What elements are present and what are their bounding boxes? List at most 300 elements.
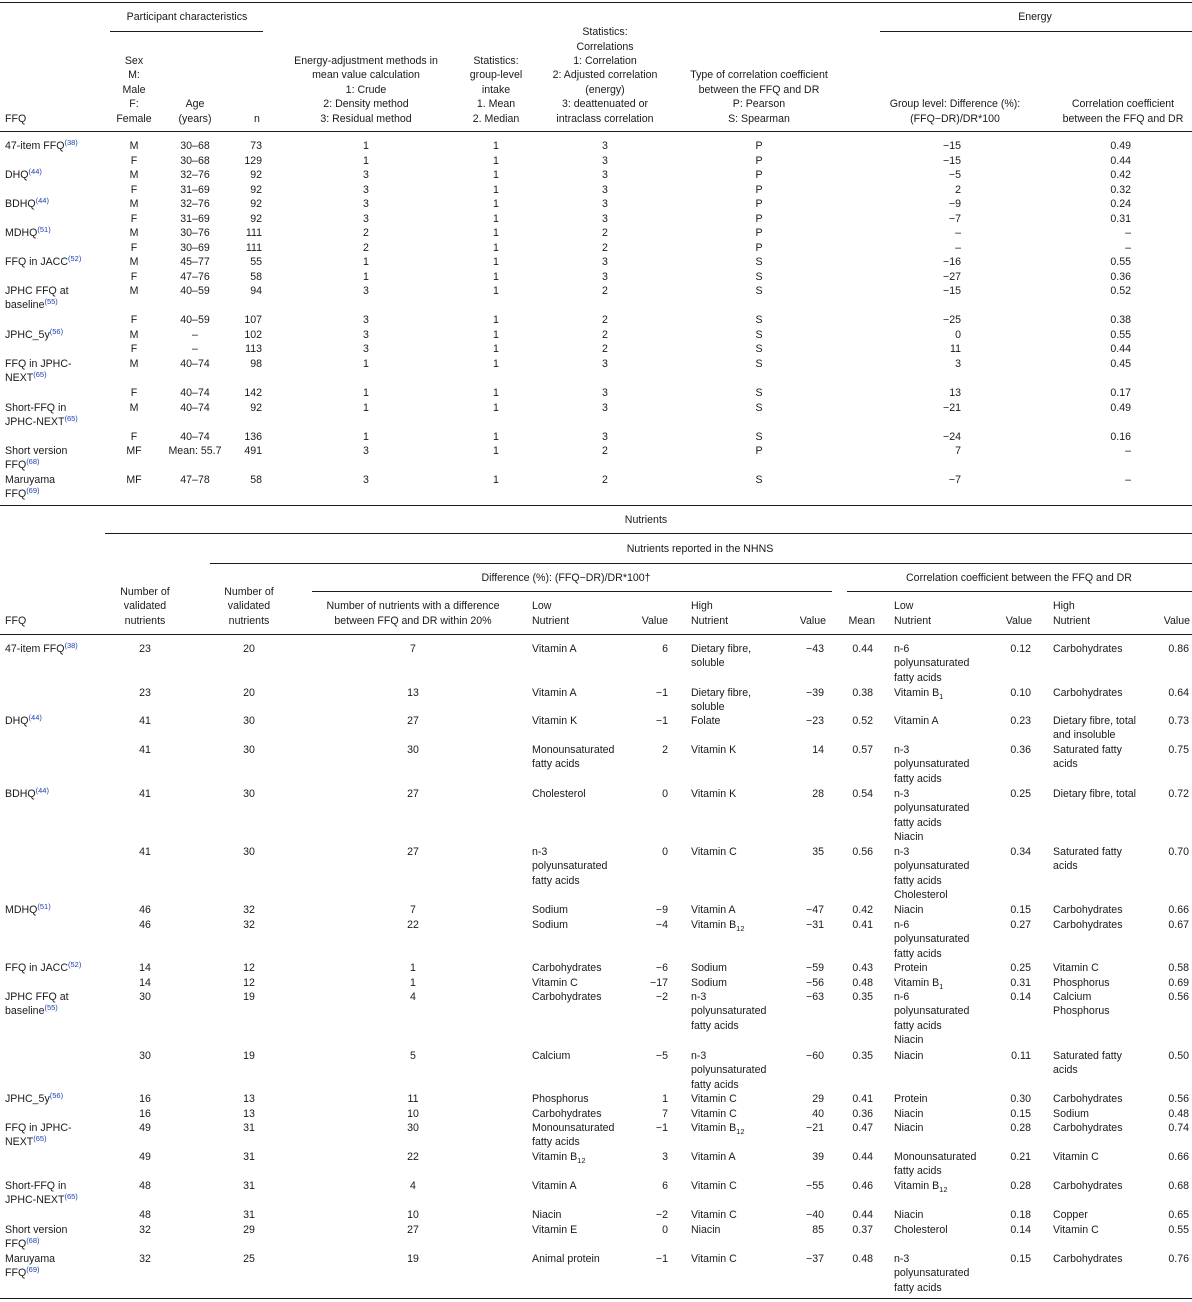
- difference-high-value: −23: [806, 715, 824, 727]
- validated-nutrients-value: 16: [139, 1093, 151, 1105]
- ffq-name: FFQ in JPHC-: [5, 358, 72, 370]
- difference-low-value: −4: [655, 919, 668, 931]
- sex-value: M: [129, 285, 139, 297]
- correlation-low-nutrient: Niacin: [894, 1050, 924, 1062]
- correlation-high-value: 0.56: [1168, 991, 1189, 1003]
- within-20-value: 13: [407, 687, 419, 699]
- correlation-coefficient-value: –: [1125, 227, 1131, 239]
- correlation-high-value: 0.58: [1168, 962, 1189, 974]
- validated-nutrients-nhns-value: 31: [243, 1209, 255, 1221]
- column-header-value: Value: [641, 614, 668, 627]
- validated-nutrients-value: 46: [139, 919, 151, 931]
- age-value: 31–69: [180, 184, 210, 196]
- correlation-high-value: 0.70: [1168, 846, 1189, 858]
- ffq-name: Short-FFQ in: [5, 1180, 67, 1192]
- difference-low-value: 0: [662, 788, 668, 800]
- column-header-sex: Female: [116, 112, 152, 125]
- group-difference-value: 0: [955, 329, 961, 341]
- correlation-low-nutrient: Vitamin $B_1$: [894, 687, 944, 702]
- difference-low-nutrient: fatty acids: [532, 874, 580, 887]
- correlation-mean-value: 0.37: [852, 1224, 873, 1236]
- correlation-low-nutrient: Protein: [894, 962, 928, 974]
- ffq-name: Maruyama: [5, 474, 56, 486]
- column-header-correlation-type: S: Spearman: [728, 112, 790, 125]
- group-level-value: 1: [493, 155, 499, 167]
- correlation-coefficient-value: 0.55: [1110, 329, 1131, 341]
- correlation-high-value: 0.66: [1168, 1151, 1189, 1163]
- reference-link[interactable]: (38): [64, 641, 78, 650]
- correlation-mean-value: 0.36: [852, 1108, 873, 1120]
- n-value: 136: [244, 431, 262, 443]
- correlation-high-nutrient: Carbohydrates: [1053, 904, 1123, 916]
- correlation-high-nutrient: Dietary fibre, total: [1053, 788, 1137, 800]
- energy-adjustment-value: 1: [363, 402, 369, 414]
- validated-nutrients-nhns-value: 12: [243, 962, 255, 974]
- difference-low-nutrient: Vitamin $B_{12}$: [532, 1151, 586, 1166]
- column-header-validated-nutrients-nhns: nutrients: [228, 614, 270, 627]
- reference-link[interactable]: (56): [49, 327, 64, 336]
- group-header-difference: Difference (%): (FFQ−DR)/DR*100†: [481, 572, 651, 584]
- correlation-high-value: 0.50: [1168, 1050, 1189, 1062]
- validated-nutrients-value: 32: [139, 1253, 151, 1265]
- validated-nutrients-nhns-value: 12: [243, 977, 255, 989]
- correlation-high-nutrient: Copper: [1053, 1209, 1088, 1221]
- energy-adjustment-value: 3: [363, 329, 369, 341]
- column-header-ffq: FFQ: [5, 112, 27, 125]
- correlation-coefficient-value: 0.49: [1110, 402, 1131, 414]
- age-value: 40–74: [180, 358, 210, 370]
- correlation-low-nutrient: fatty acids: [894, 671, 942, 684]
- energy-adjustment-value: 1: [363, 358, 369, 370]
- column-header-correlations: Correlations: [576, 40, 634, 53]
- correlation-high-nutrient: Saturated fatty: [1053, 744, 1122, 756]
- correlation-high-value: 0.86: [1168, 643, 1189, 655]
- reference-link[interactable]: (44): [35, 196, 49, 205]
- validated-nutrients-nhns-value: 32: [243, 919, 255, 931]
- correlation-coefficient-value: 0.42: [1110, 169, 1131, 181]
- column-header-correlation-type: Type of correlation coefficient: [690, 69, 828, 82]
- validated-nutrients-value: 23: [139, 687, 151, 699]
- reference-link[interactable]: (65): [64, 414, 78, 424]
- sex-value: M: [129, 198, 139, 210]
- correlation-low-nutrient: fatty acids: [894, 1019, 942, 1032]
- correlation-low-value: 0.25: [1010, 788, 1031, 800]
- correlation-type-value: P: [755, 155, 763, 167]
- correlation-coefficient-value: –: [1125, 242, 1131, 254]
- ffq-name: BDHQ$^{(44)}$: [5, 196, 49, 210]
- group-difference-value: −5: [948, 169, 961, 181]
- group-level-value: 1: [493, 387, 499, 399]
- validated-nutrients-value: 14: [139, 962, 151, 974]
- difference-high-value: −43: [806, 643, 824, 655]
- correlation-type-value: S: [755, 474, 763, 486]
- group-level-value: 1: [493, 198, 499, 210]
- difference-high-nutrient: soluble: [691, 701, 725, 714]
- reference-link[interactable]: (65): [33, 370, 47, 380]
- correlation-high-nutrient: Carbohydrates: [1053, 687, 1123, 699]
- column-header-age: (years): [178, 112, 212, 125]
- validated-nutrients-value: 48: [139, 1180, 151, 1192]
- column-header-correlations: 3: deattenuated or: [562, 98, 648, 111]
- within-20-value: 7: [410, 643, 416, 655]
- reference-link[interactable]: (38): [64, 138, 78, 147]
- difference-high-nutrient: polyunsaturated: [691, 1005, 767, 1018]
- correlation-low-nutrient: fatty acids: [894, 816, 942, 829]
- group-rule-nutrients: [105, 533, 1192, 534]
- column-header-age: Age: [185, 98, 205, 111]
- difference-low-value: −6: [655, 962, 668, 974]
- difference-low-value: −1: [655, 687, 668, 699]
- correlation-type-value: P: [755, 213, 763, 225]
- correlation-mean-value: 0.48: [852, 977, 873, 989]
- difference-low-nutrient: Monounsaturated: [532, 1122, 615, 1134]
- sex-value: M: [129, 140, 139, 152]
- header-rule: [0, 634, 1192, 635]
- correlation-high-value: 0.68: [1168, 1180, 1189, 1192]
- column-header-low-nutrient: Low: [894, 600, 914, 613]
- ffq-name: 47-item FFQ$^{(38)}$: [5, 641, 78, 655]
- group-difference-value: 2: [955, 184, 961, 196]
- correlation-method-value: 3: [602, 431, 608, 443]
- ffq-name: JPHC_5y$^{(56)}$: [5, 327, 64, 341]
- reference-link[interactable]: (44): [35, 786, 49, 795]
- within-20-value: 27: [407, 1224, 419, 1236]
- correlation-mean-value: 0.56: [852, 846, 873, 858]
- correlation-low-value: 0.25: [1010, 962, 1031, 974]
- correlation-low-value: 0.15: [1010, 904, 1031, 916]
- difference-low-nutrient: Sodium: [532, 904, 568, 916]
- group-rule-difference: [312, 591, 832, 592]
- difference-high-nutrient: polyunsaturated: [691, 1064, 767, 1077]
- column-header-sex: Sex: [124, 55, 144, 67]
- age-value: 47–76: [180, 271, 210, 283]
- correlation-method-value: 2: [602, 329, 608, 341]
- ffq-name: Maruyama: [5, 1253, 56, 1265]
- difference-low-value: −17: [650, 977, 668, 989]
- difference-high-nutrient: Sodium: [691, 977, 727, 989]
- correlation-type-value: P: [755, 184, 763, 196]
- correlation-high-nutrient: Carbohydrates: [1053, 643, 1123, 655]
- column-header-validated-nutrients: validated: [123, 600, 167, 613]
- correlation-coefficient-value: 0.31: [1110, 213, 1131, 225]
- validated-nutrients-nhns-value: 20: [243, 687, 255, 699]
- column-header-correlations: intraclass correlation: [556, 112, 654, 125]
- column-header-low-nutrient: Low: [532, 600, 552, 613]
- validated-nutrients-value: 32: [139, 1224, 151, 1236]
- difference-high-nutrient: Sodium: [691, 962, 727, 974]
- n-value: 113: [245, 343, 262, 355]
- sex-value: M: [129, 358, 139, 370]
- within-20-value: 30: [407, 744, 419, 756]
- validated-nutrients-nhns-value: 13: [243, 1093, 255, 1105]
- reference-link[interactable]: (68): [26, 1236, 40, 1246]
- correlation-coefficient-value: 0.52: [1110, 285, 1131, 297]
- correlation-high-value: 0.69: [1168, 977, 1189, 989]
- difference-high-value: −55: [806, 1180, 824, 1192]
- difference-high-nutrient: Vitamin C: [691, 1209, 737, 1221]
- correlation-mean-value: 0.35: [852, 991, 873, 1003]
- age-value: 40–59: [180, 285, 210, 297]
- correlation-type-value: S: [755, 402, 763, 414]
- within-20-value: 10: [407, 1108, 419, 1120]
- age-value: 40–74: [180, 402, 210, 414]
- correlation-low-value: 0.30: [1010, 1093, 1031, 1105]
- energy-adjustment-value: 3: [363, 184, 369, 196]
- correlation-type-value: S: [755, 329, 763, 341]
- correlation-low-value: 0.31: [1010, 977, 1031, 989]
- correlation-low-nutrient: Niacin: [894, 1209, 924, 1221]
- reference-link[interactable]: (55): [44, 297, 58, 307]
- column-header-validated-nutrients-nhns: validated: [227, 600, 271, 613]
- ffq-name: JPHC-NEXT$^{(65)}$: [5, 1192, 78, 1207]
- difference-low-value: −1: [655, 715, 668, 727]
- ffq-name: baseline$^{(55)}$: [5, 1003, 58, 1018]
- age-value: 30–76: [180, 227, 210, 239]
- reference-link[interactable]: (65): [64, 1192, 78, 1202]
- group-level-value: 1: [493, 285, 499, 297]
- group-header-participant: Participant characteristics: [126, 11, 248, 23]
- correlation-high-nutrient: Sodium: [1053, 1108, 1089, 1120]
- difference-low-value: 2: [662, 744, 668, 756]
- correlation-coefficient-value: 0.49: [1110, 140, 1131, 152]
- ffq-name: NEXT$^{(65)}$: [5, 370, 47, 385]
- correlation-low-nutrient: fatty acids: [894, 1165, 942, 1178]
- top-rule: [0, 2, 1192, 3]
- difference-high-nutrient: n-3: [691, 1050, 707, 1062]
- difference-low-value: 7: [662, 1108, 668, 1120]
- correlation-high-value: 0.72: [1168, 788, 1189, 800]
- group-difference-value: −9: [948, 198, 961, 210]
- correlation-mean-value: 0.41: [852, 1093, 873, 1105]
- correlation-low-nutrient: n-6: [894, 991, 910, 1003]
- difference-low-value: 6: [662, 1180, 668, 1192]
- correlation-high-nutrient: Phosphorus: [1053, 977, 1110, 989]
- age-value: 45–77: [180, 256, 210, 268]
- column-header-correlations: 2: Adjusted correlation: [552, 69, 658, 82]
- column-header-sex: F:: [129, 98, 139, 111]
- difference-low-value: −2: [655, 1209, 668, 1221]
- difference-high-value: −47: [806, 904, 824, 916]
- difference-high-value: −56: [806, 977, 824, 989]
- difference-high-value: −63: [806, 991, 824, 1003]
- validated-nutrients-value: 48: [139, 1209, 151, 1221]
- correlation-low-nutrient: Niacin: [894, 904, 924, 916]
- group-difference-value: −15: [943, 140, 961, 152]
- reference-link[interactable]: (52): [67, 254, 82, 263]
- correlation-low-nutrient: polyunsaturated: [894, 860, 970, 873]
- energy-adjustment-value: 3: [363, 343, 369, 355]
- correlation-type-value: S: [755, 358, 763, 370]
- energy-adjustment-value: 2: [363, 227, 369, 239]
- group-difference-value: 7: [955, 445, 961, 457]
- correlation-type-value: S: [755, 271, 763, 283]
- group-level-value: 1: [493, 140, 499, 152]
- correlation-low-nutrient: fatty acids: [894, 772, 942, 785]
- correlation-low-nutrient: n-6: [894, 643, 910, 655]
- difference-low-nutrient: Cholesterol: [532, 788, 586, 800]
- correlation-high-value: 0.73: [1168, 715, 1189, 727]
- difference-high-value: 29: [812, 1093, 824, 1105]
- column-header-n: n: [254, 112, 260, 125]
- correlation-low-nutrient: Niacin: [894, 1122, 924, 1134]
- correlation-coefficient-value: –: [1125, 474, 1131, 486]
- reference-link[interactable]: (51): [37, 902, 51, 911]
- validated-nutrients-nhns-value: 25: [243, 1253, 255, 1265]
- column-header-high-nutrient: High: [691, 600, 713, 613]
- correlation-type-value: P: [755, 169, 763, 181]
- ffq-name: FFQ in JPHC-: [5, 1122, 72, 1134]
- correlation-coefficient-value: 0.16: [1110, 431, 1131, 443]
- group-difference-value: −7: [948, 474, 961, 486]
- age-value: 30–68: [180, 155, 210, 167]
- group-difference-value: −15: [943, 285, 961, 297]
- correlation-type-value: P: [755, 227, 763, 239]
- correlation-type-value: P: [755, 445, 763, 457]
- column-header-within-20: between FFQ and DR within 20%: [334, 614, 492, 627]
- column-header-validated-nutrients: Number of: [120, 585, 170, 598]
- within-20-value: 11: [407, 1093, 419, 1105]
- reference-link[interactable]: (56): [49, 1091, 64, 1100]
- age-value: 32–76: [180, 169, 210, 181]
- sex-value: M: [129, 256, 139, 268]
- group-level-value: 1: [493, 169, 499, 181]
- reference-link[interactable]: (68): [26, 457, 40, 467]
- correlation-mean-value: 0.44: [852, 1151, 873, 1163]
- correlation-method-value: 3: [602, 198, 608, 210]
- ffq-name: FFQ in JACC$^{(52)}$: [5, 254, 82, 268]
- group-level-value: 1: [493, 256, 499, 268]
- group-difference-value: −21: [943, 402, 961, 414]
- correlation-low-nutrient: polyunsaturated: [894, 802, 970, 815]
- validated-nutrients-value: 49: [139, 1151, 151, 1163]
- sex-value: F: [130, 271, 138, 283]
- sex-value: MF: [126, 474, 142, 486]
- column-header-group-level: Statistics:: [473, 55, 519, 67]
- correlation-low-value: 0.14: [1010, 991, 1031, 1003]
- correlation-high-nutrient: Saturated fatty: [1053, 846, 1122, 858]
- n-value: 111: [245, 227, 262, 239]
- group-level-value: 1: [493, 271, 499, 283]
- correlation-low-value: 0.12: [1010, 643, 1031, 655]
- column-header-group-level: intake: [481, 83, 511, 96]
- column-header-high-nutrient: High: [1053, 600, 1075, 613]
- age-value: 30–69: [180, 242, 210, 254]
- correlation-low-nutrient: Protein: [894, 1093, 928, 1105]
- correlation-mean-value: 0.38: [852, 687, 873, 699]
- reference-link[interactable]: (44): [28, 167, 42, 176]
- n-value: 102: [244, 329, 262, 341]
- group-rule-nhns: [210, 563, 1192, 564]
- difference-high-nutrient: fatty acids: [691, 1078, 739, 1091]
- ffq-name: MDHQ$^{(51)}$: [5, 902, 51, 916]
- difference-high-nutrient: Vitamin K: [691, 744, 737, 756]
- column-header-correlations: 1: Correlation: [573, 55, 637, 67]
- reference-link[interactable]: (69): [26, 1265, 40, 1275]
- reference-link[interactable]: (69): [26, 486, 40, 496]
- difference-low-value: −5: [655, 1050, 668, 1062]
- correlation-low-value: 0.28: [1010, 1180, 1031, 1192]
- column-header-low-nutrient: Nutrient: [894, 614, 932, 627]
- difference-high-value: 85: [812, 1224, 824, 1236]
- correlation-coefficient-value: 0.17: [1110, 387, 1131, 399]
- ffq-name: DHQ$^{(44)}$: [5, 713, 42, 727]
- correlation-low-nutrient: Vitamin A: [894, 715, 939, 727]
- difference-low-nutrient: Monounsaturated: [532, 744, 615, 756]
- difference-high-value: −40: [806, 1209, 824, 1221]
- correlation-coefficient-value: 0.44: [1110, 343, 1131, 355]
- correlation-high-value: 0.74: [1168, 1122, 1189, 1134]
- correlation-high-value: 0.56: [1168, 1093, 1189, 1105]
- column-header-mean: Mean: [848, 614, 875, 627]
- group-difference-value: 13: [949, 387, 961, 399]
- correlation-mean-value: 0.42: [852, 904, 873, 916]
- correlation-high-nutrient: and insoluble: [1053, 729, 1116, 742]
- difference-low-nutrient: Vitamin C: [532, 977, 578, 989]
- column-header-high-nutrient: Nutrient: [691, 614, 729, 627]
- difference-low-value: 0: [662, 1224, 668, 1236]
- difference-high-nutrient: Vitamin A: [691, 1151, 736, 1163]
- sex-value: M: [129, 402, 139, 414]
- reference-link[interactable]: (52): [67, 960, 82, 969]
- correlation-low-nutrient: polyunsaturated: [894, 1005, 970, 1018]
- validated-nutrients-value: 14: [139, 977, 151, 989]
- validated-nutrients-nhns-value: 31: [243, 1122, 255, 1134]
- age-value: 40–59: [180, 314, 210, 326]
- column-header-energy-adjustment: 3: Residual method: [320, 112, 412, 125]
- reference-link[interactable]: (65): [33, 1134, 47, 1144]
- sex-value: F: [130, 431, 138, 443]
- difference-high-nutrient: Vitamin C: [691, 1180, 737, 1192]
- energy-adjustment-value: 1: [363, 431, 369, 443]
- correlation-low-value: 0.27: [1010, 919, 1031, 931]
- n-value: 491: [244, 445, 262, 457]
- reference-link[interactable]: (44): [28, 713, 42, 722]
- n-value: 92: [250, 184, 262, 196]
- correlation-mean-value: 0.44: [852, 1209, 873, 1221]
- age-value: 31–69: [180, 213, 210, 225]
- correlation-low-nutrient: n-3: [894, 846, 910, 858]
- n-value: 92: [250, 198, 262, 210]
- reference-link[interactable]: (51): [37, 225, 51, 234]
- correlation-method-value: 3: [602, 256, 608, 268]
- difference-low-value: −1: [655, 1122, 668, 1134]
- correlation-mean-value: 0.43: [852, 962, 873, 974]
- difference-low-nutrient: Animal protein: [532, 1253, 600, 1265]
- column-header-low-nutrient: Nutrient: [532, 614, 570, 627]
- difference-high-nutrient: Vitamin C: [691, 1253, 737, 1265]
- sex-value: F: [130, 184, 138, 196]
- validated-nutrients-nhns-value: 30: [243, 744, 255, 756]
- ffq-name: 47-item FFQ$^{(38)}$: [5, 138, 78, 152]
- correlation-low-value: 0.28: [1010, 1122, 1031, 1134]
- validated-nutrients-nhns-value: 31: [243, 1151, 255, 1163]
- sex-value: F: [130, 242, 138, 254]
- difference-high-nutrient: fatty acids: [691, 1019, 739, 1032]
- group-difference-value: 3: [955, 358, 961, 370]
- reference-link[interactable]: (55): [44, 1003, 58, 1013]
- ffq-name: JPHC FFQ at: [5, 991, 69, 1003]
- correlation-method-value: 2: [602, 285, 608, 297]
- difference-low-value: −2: [655, 991, 668, 1003]
- difference-low-value: 3: [662, 1151, 668, 1163]
- n-value: 94: [250, 285, 262, 297]
- validated-nutrients-nhns-value: 19: [243, 1050, 255, 1062]
- column-header-correlations: (energy): [585, 83, 625, 96]
- bottom-rule: [0, 1298, 1192, 1299]
- within-20-value: 4: [410, 991, 416, 1003]
- validated-nutrients-value: 41: [139, 744, 151, 756]
- energy-adjustment-value: 3: [363, 285, 369, 297]
